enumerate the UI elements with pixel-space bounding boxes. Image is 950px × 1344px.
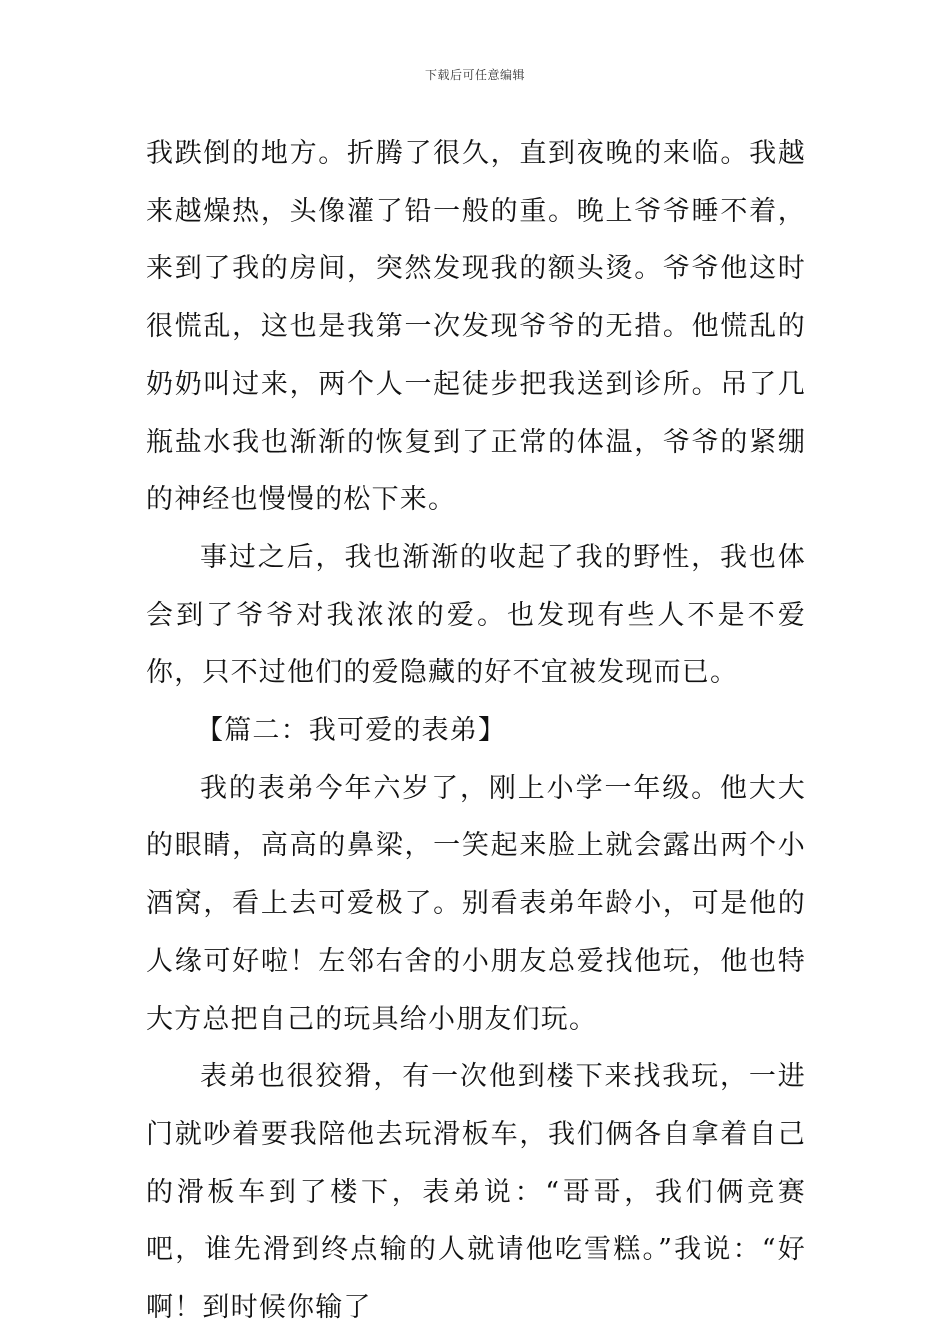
paragraph: 我的表弟今年六岁了，刚上小学一年级。他大大的眼睛，高高的鼻梁，一笑起来脸上就会露出两个小酒窝，看上去可爱极了。别看表弟年龄小，可是他的人缘可好啦！左邻右舍的小朋友总爱找他玩，他也特大方总把自己的玩具给小朋友们玩。 xyxy=(146,772,806,1035)
paragraph: 我跌倒的地方。折腾了很久，直到夜晚的来临。我越来越燥热，头像灌了铅一般的重。晚上爷爷睡不着，来到了我的房间，突然发现我的额头烫。爷爷他这时很慌乱，这也是我第一次发现爷爷的无措。他慌乱的奶奶叫过来，两个人一起徒步把我送到诊所。吊了几瓶盐水我也渐渐的恢复到了正常的体温，爷爷的紧绷的神经也慢慢的松下来。 xyxy=(146,138,806,516)
page-header: 下载后可任意编辑 xyxy=(424,68,525,82)
paragraph: 表弟也很狡猾，有一次他到楼下来找我玩，一进门就吵着要我陪他去玩滑板车，我们俩各自拿着自己的滑板车到了楼下，表弟说：“哥哥，我们俩竞赛吧，谁先滑到终点输的人就请他吃雪糕。”我说：“好啊！到时候你输了 xyxy=(146,1061,806,1324)
document-body xyxy=(146,125,806,1337)
section-heading: 【篇二：我可爱的表弟】 xyxy=(196,715,507,747)
paragraph: 事过之后，我也渐渐的收起了我的野性，我也体会到了爷爷对我浓浓的爱。也发现有些人不是不爱你，只不过他们的爱隐藏的好不宜被发现而已。 xyxy=(146,541,806,689)
